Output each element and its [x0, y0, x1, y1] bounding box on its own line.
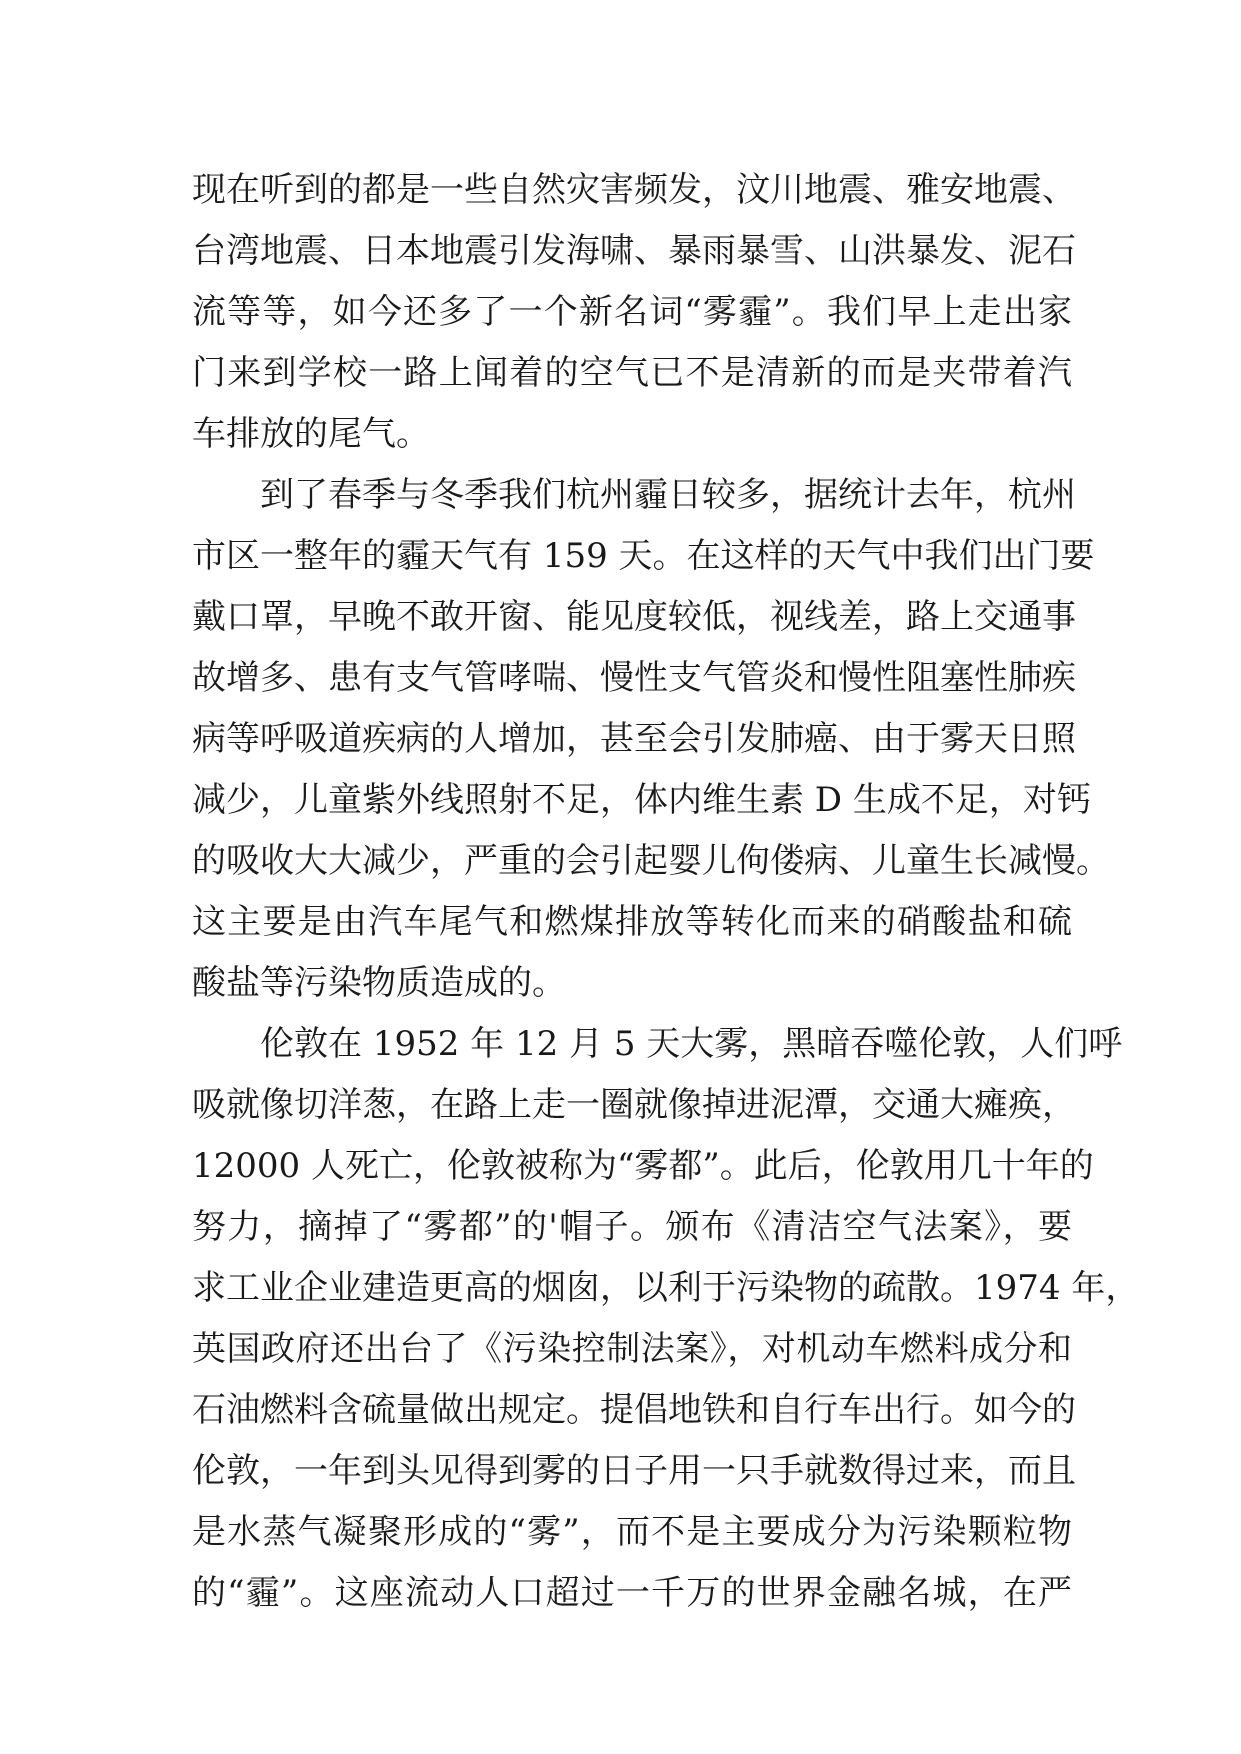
text-line: 石油燃料含硫量做出规定。提倡地铁和自行车出行。如今的 — [192, 1390, 1076, 1430]
text-line: 伦敦，一年到头见得到雾的日子用一只手就数得过来，而且 — [192, 1451, 1076, 1491]
text-line: 的“霾”。这座流动人口超过一千万的世界金融名城，在严 — [192, 1573, 1072, 1613]
text-line: 现在听到的都是一些自然灾害频发，汶川地震、雅安地震、 — [192, 170, 1076, 210]
paragraph-disasters — [192, 160, 1076, 465]
text-line: 到了春季与冬季我们杭州霾日较多，据统计去年，杭州 — [260, 475, 1076, 515]
text-line: 伦敦在 1952 年 12 月 5 天大雾，黑暗吞噬伦敦，人们呼 — [260, 1024, 1123, 1064]
text-line: 病等呼吸道疾病的人增加，甚至会引发肺癌、由于雾天日照 — [192, 719, 1076, 759]
text-line: 12000 人死亡，伦敦被称为“雾都”。此后，伦敦用几十年的 — [192, 1146, 1094, 1186]
text-line: 努力，摘掉了“雾都”的'帽子。颁布《清洁空气法案》，要 — [192, 1207, 1072, 1247]
text-line: 英国政府还出台了《污染控制法案》，对机动车燃料成分和 — [192, 1329, 1072, 1369]
text-line: 流等等，如今还多了一个新名词“雾霾”。我们早上走出家 — [192, 292, 1072, 332]
text-line: 门来到学校一路上闻着的空气已不是清新的而是夹带着汽 — [192, 353, 1072, 393]
text-line: 减少，儿童紫外线照射不足，体内维生素 D 生成不足，对钙 — [192, 780, 1091, 820]
text-line: 台湾地震、日本地震引发海啸、暴雨暴雪、山洪暴发、泥石 — [192, 231, 1076, 271]
text-line: 故增多、患有支气管哮喘、慢性支气管炎和慢性阻塞性肺疾 — [192, 658, 1076, 698]
text-line: 市区一整年的霾天气有 159 天。在这样的天气中我们出门要 — [192, 536, 1095, 576]
text-line: 戴口罩，早晚不敢开窗、能见度较低，视线差，路上交通事 — [192, 597, 1076, 637]
text-line: 吸就像切洋葱，在路上走一圈就像掉进泥潭，交通大瘫痪， — [192, 1085, 1076, 1125]
text-line: 求工业企业建造更高的烟囱，以利于污染物的疏散。1974 年， — [192, 1268, 1140, 1308]
paragraph-hangzhou-haze — [192, 465, 1110, 1014]
text-line: 酸盐等污染物质造成的。 — [192, 963, 566, 1003]
body-text — [192, 160, 1140, 1624]
text-line: 的吸收大大减少，严重的会引起婴儿佝偻病、儿童生长减慢。 — [192, 841, 1110, 881]
text-line: 是水蒸气凝聚形成的“雾”，而不是主要成分为污染颗粒物 — [192, 1512, 1072, 1552]
text-line: 这主要是由汽车尾气和燃煤排放等转化而来的硝酸盐和硫 — [192, 902, 1072, 942]
paragraph-london-fog — [192, 1014, 1140, 1624]
text-line: 车排放的尾气。 — [192, 414, 430, 454]
